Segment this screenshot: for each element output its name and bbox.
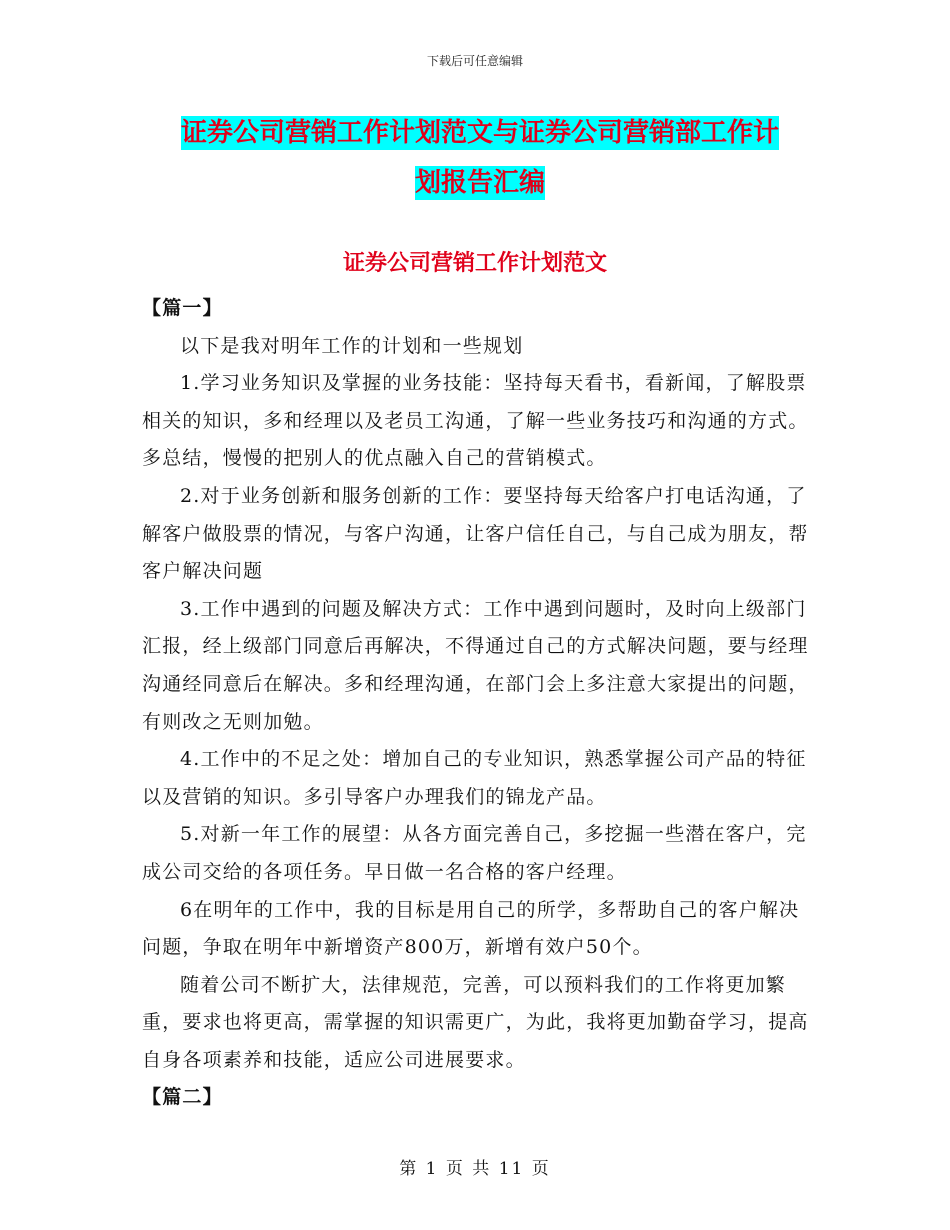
- paragraph-item-1: 1.学习业务知识及掌握的业务技能：坚持每天看书，看新闻，了解股票相关的知识，多和经理以及老员工沟通，了解一些业务技巧和沟通的方式。多总结，慢慢的把别人的优点融入自己的营销模式。: [142, 372, 809, 470]
- document-title-line-2: 划报告汇编: [414, 168, 545, 198]
- paragraph-item-2: 2.对于业务创新和服务创新的工作：要坚持每天给客户打电话沟通，了解客户做股票的情况，与客户沟通，让客户信任自己，与自己成为朋友，帮客户解决问题: [142, 484, 809, 583]
- document-body: [142, 290, 810, 1117]
- page-footer: 第 1 页 共 11 页: [399, 1159, 551, 1179]
- part-heading-2: 【篇二】: [142, 1086, 223, 1109]
- paragraph-intro: 以下是我对明年工作的计划和一些规划: [180, 334, 524, 357]
- paragraph-item-6: 6在明年的工作中，我的目标是用自己的所学，多帮助自己的客户解决问题，争取在明年中新增资产800万，新增有效户50个。: [142, 898, 800, 959]
- section-title: 证券公司营销工作计划范文: [342, 251, 607, 276]
- part-heading-1: 【篇一】: [142, 297, 223, 319]
- header-note: 下载后可任意编辑: [426, 54, 523, 68]
- paragraph-item-5: 5.对新一年工作的展望：从各方面完善自己，多挖掘一些潜在客户，完成公司交给的各项任务。早日做一名合格的客户经理。: [142, 823, 807, 883]
- document-title: [140, 108, 820, 208]
- paragraph-item-4: 4.工作中的不足之处：增加自己的专业知识，熟悉掌握公司产品的特征以及营销的知识。多引导客户办理我们的锦龙产品。: [142, 748, 807, 808]
- document-title-line-1: 证券公司营销工作计划范文与证券公司营销部工作计: [180, 118, 779, 148]
- paragraph-closing: 随着公司不断扩大，法律规范，完善，可以预料我们的工作将更加繁重，要求也将更高，需掌握的知识需更广，为此，我将更加勤奋学习，提高自身各项素养和技能，适应公司进展要求。: [142, 973, 809, 1071]
- paragraph-item-3: 3.工作中遇到的问题及解决方式：工作中遇到问题时，及时向上级部门汇报，经上级部门同意后再解决，不得通过自己的方式解决问题，要与经理沟通经同意后在解决。多和经理沟通，在部门会上多注意大家提出的问题，有则改之无则加勉。: [142, 597, 809, 733]
